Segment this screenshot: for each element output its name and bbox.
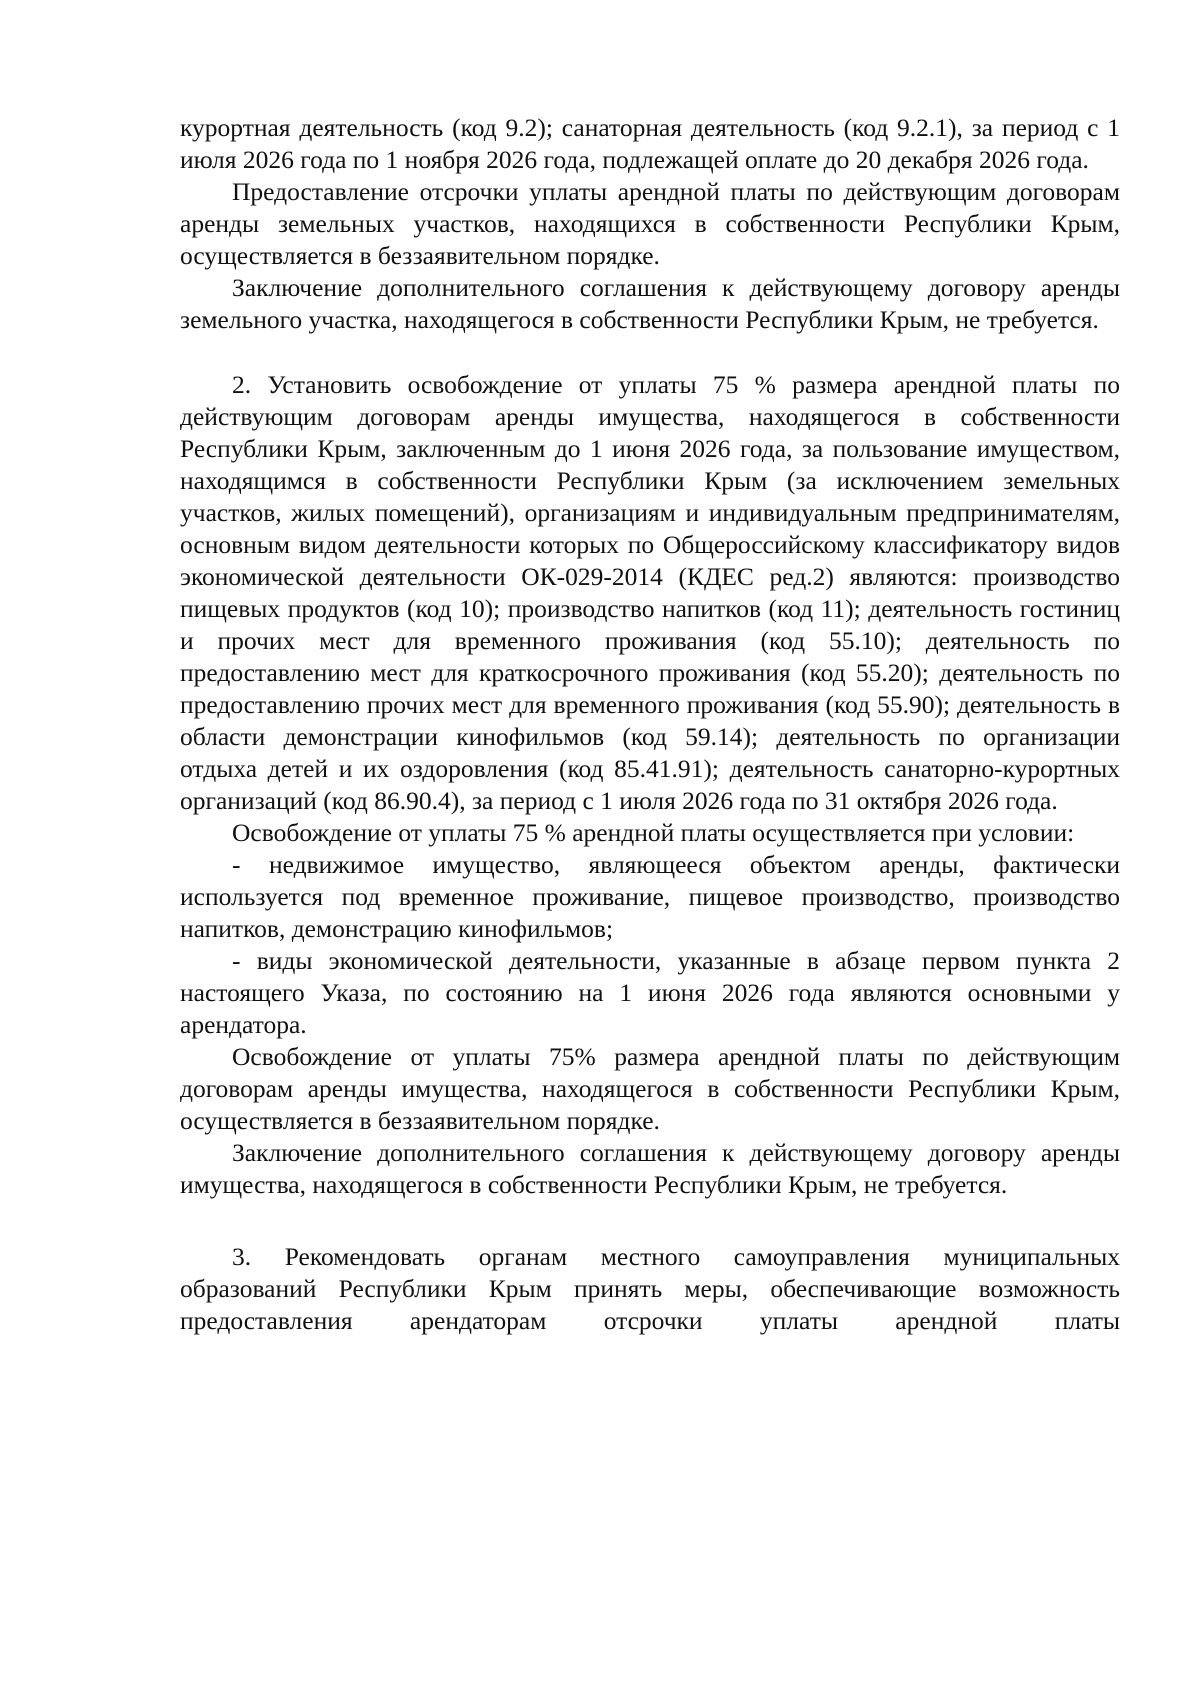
paragraph-no-agreement-land: Заключение дополнительного соглашения к действующему договору аренды земельного участка, находящегося в собственности Республики Крым, не требуется. <box>180 273 1120 334</box>
paragraph-exemption-condition: Освобождение от уплаты 75 % арендной платы осуществляется при условии: <box>232 818 1075 847</box>
paragraph-deferral-procedure: Предоставление отсрочки уплаты арендной платы по действующим договорам аренды земельных участков, находящихся в собственности Республики Крым, осуществляется в беззаявительном порядке. <box>180 177 1120 270</box>
document-body <box>180 112 1120 1337</box>
paragraph-continuation: курортная деятельность (код 9.2); санаторная деятельность (код 9.2.1), за период с 1 июля 2026 года по 1 ноября 2026 года, подлежащей оплате до 20 декабря 2026 года. <box>180 113 1120 174</box>
list-item-condition-2: - виды экономической деятельности, указанные в абзаце первом пункта 2 настоящего Указа, по состоянию на 1 июня 2026 года являются основными у арендатора. <box>180 946 1120 1039</box>
paragraph-exemption-procedure: Освобождение от уплаты 75% размера арендной платы по действующим договорам аренды имущества, находящегося в собственности Республики Крым, осуществляется в беззаявительном порядке. <box>180 1042 1120 1135</box>
paragraph-item-2: 2. Установить освобождение от уплаты 75 % размера арендной платы по действующим договорам аренды имущества, находящегося в собственности Республики Крым, заключенным до 1 июня 2026 года, за пользование имуществом, находящимся в собственности Республики Крым (за исключением земельных участков, жилых помещений), организациям и индивидуальным предпринимателям, основным видом деятельности которых по Общероссийскому классификатору видов экономической деятельности ОК-029-2014 (КДЕС ред.2) являются: производство пищевых продуктов (код 10); производство напитков (код 11); деятельность гостиниц и прочих мест для временного проживания (код 55.10); деятельность по предоставлению мест для краткосрочного проживания (код 55.20); деятельность по предоставлению прочих мест для временного проживания (код 55.90); деятельность в области демонстрации кинофильмов (код 59.14); деятельность по организации отдыха детей и их оздоровления (код 85.41.91); деятельность санаторно-курортных организаций (код 86.90.4), за период с 1 июля 2026 года по 31 октября 2026 года. <box>180 370 1120 815</box>
paragraph-no-agreement-property: Заключение дополнительного соглашения к действующему договору аренды имущества, находящегося в собственности Республики Крым, не требуется. <box>180 1138 1120 1199</box>
list-item-condition-1: - недвижимое имущество, являющееся объектом аренды, фактически используется под временное проживание, пищевое производство, производство напитков, демонстрацию кинофильмов; <box>180 850 1120 943</box>
paragraph-item-3: 3. Рекомендовать органам местного самоуправления муниципальных образований Республики Крым принять меры, обеспечивающие возможность предоставления арендаторам отсрочки уплаты арендной платы <box>180 1242 1120 1335</box>
